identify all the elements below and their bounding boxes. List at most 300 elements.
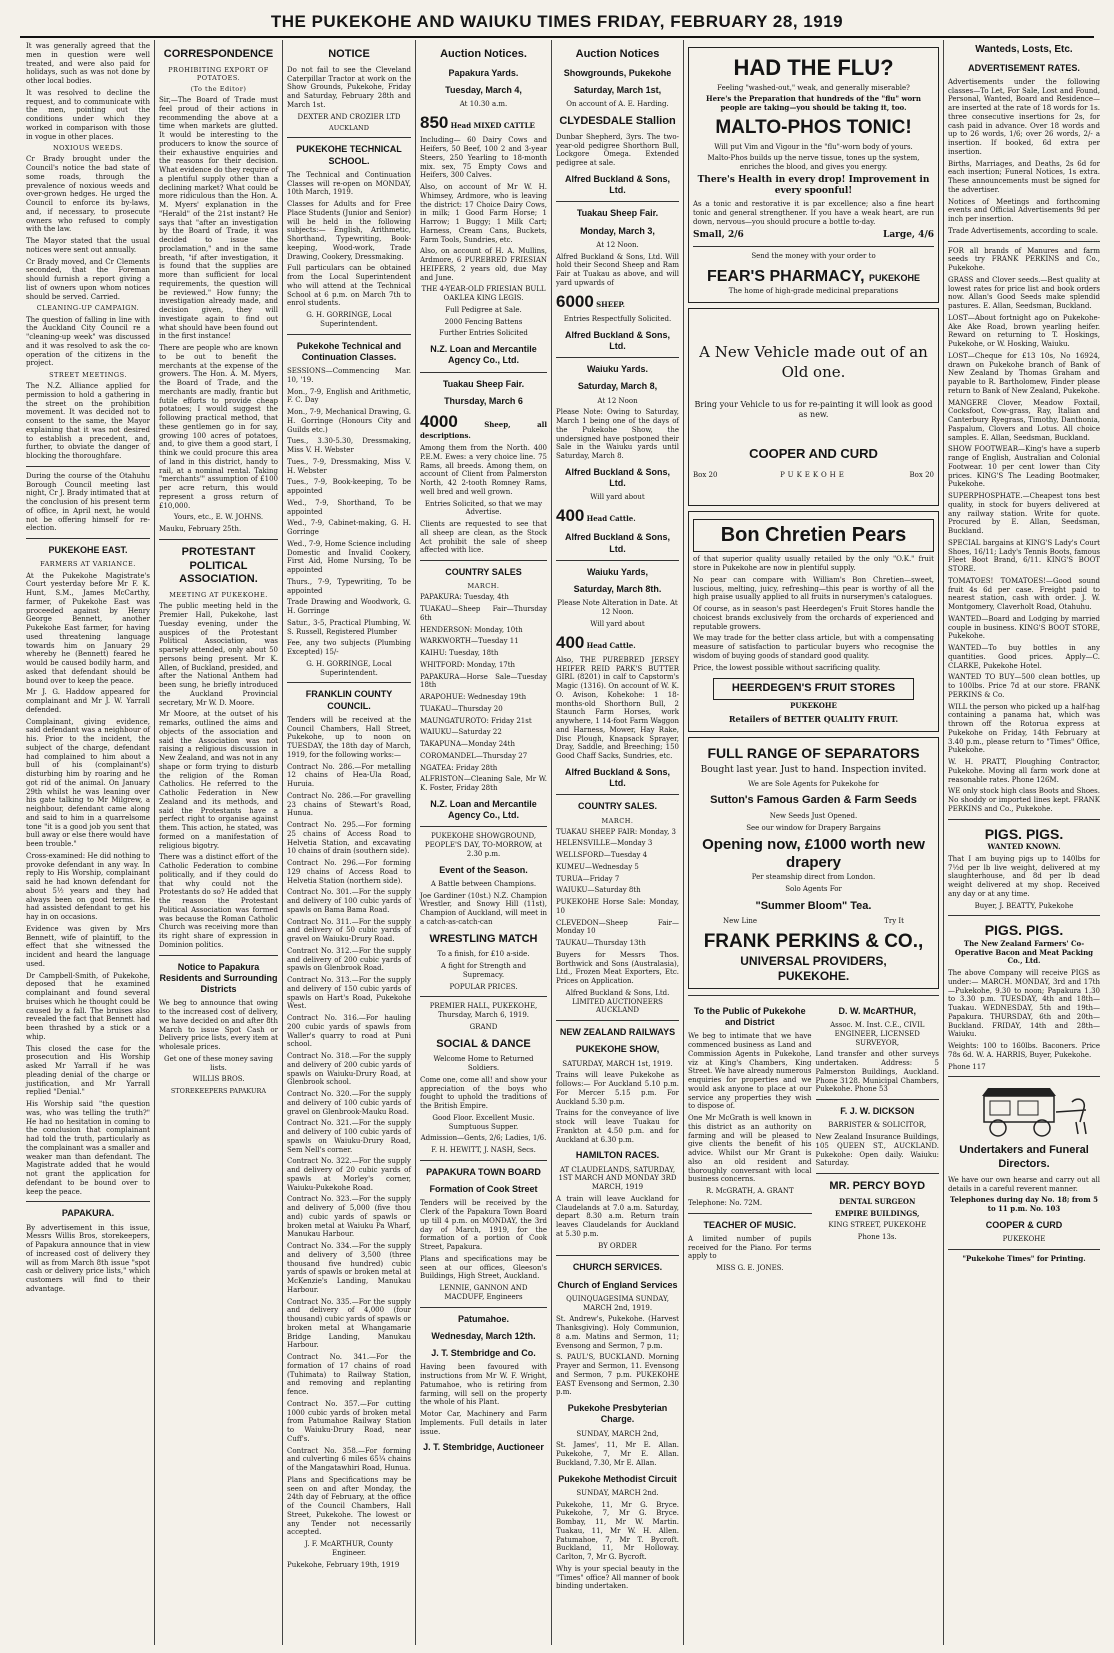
auctioneer-name: Alfred Buckland & Sons, Ltd. <box>564 466 671 488</box>
pigs-company: The New Zealand Farmers' Co-Operative Bacon and Meat Packing Co., Ltd. <box>954 938 1094 966</box>
auctioneer-name: Alfred Buckland & Sons, Ltd. <box>564 532 671 554</box>
masthead-title: THE PUKEKOHE AND WAIUKU TIMES FRIDAY, FEBRUARY 28, 1919 <box>270 12 844 31</box>
divider <box>420 826 547 827</box>
country-sales-list <box>556 828 679 948</box>
sale-head-count: 850 <box>420 113 449 132</box>
article-paragraph: There was a distinct effort of the Catholic Federation to combine politically, and if they could do that why could not the Protestants do so? He added that the reason the Protestant Political Association was formed was because the Roman Catholic Church was receiving more than its right share of expression in Dominion politics. <box>159 853 278 949</box>
contract-item: Contract No. 301.—For the supply and delivery of 100 cubic yards of spawls on Bama Bama Road. <box>287 888 411 914</box>
sale-date: Tuesday, March 4, <box>445 85 522 95</box>
notice-text: Assoc. M. Inst. C.E., CIVIL ENGINEER, LICENSED SURVEYOR, <box>830 1021 925 1047</box>
rates-text: Notices of Meetings and forthcoming events and Official Advertisements 9d per inch per insertion. <box>948 197 1100 223</box>
class-list <box>287 388 411 637</box>
section-heading: CHURCH SERVICES. <box>572 1262 663 1273</box>
notice-text: BARRISTER & SOLICITOR, <box>828 1121 927 1130</box>
article-paragraph: His Worship said "the question was, who was telling the truth?" He had no hesitation in coming to the conclusion that complainant had told the truth, particularly as the complainant was a smaller and weaker man than defendant. The Magistrate added that he would not grant the application for defendant to be bound over to keep the peace. <box>26 1100 150 1196</box>
sale-heading: Waiuku Yards. <box>586 364 649 374</box>
contract-item: Contract No. 312.—For the supply and delivery of 200 cubic yards of spawls on Glenbrook Road. <box>287 946 411 973</box>
notice-heading: NOTICE <box>328 48 370 60</box>
divider <box>556 794 679 795</box>
price-large: Large, 4/6 <box>883 229 934 240</box>
sale-date: Saturday, March 8th. <box>573 584 662 594</box>
sale-time: At 12 Noon. <box>596 240 639 249</box>
notice-heading: PUKEKOHE TECHNICAL SCHOOL. <box>296 144 402 166</box>
undertakers-name: COOPER & CURD <box>985 1219 1063 1230</box>
sale-text: Entries Respectfully Solicited. <box>563 314 672 323</box>
class-item: Tues., 3.30-5.30, Dressmaking, Miss V. H. Webster <box>287 437 411 455</box>
flu-ad-text: Send the money with your order to <box>751 251 876 260</box>
article-paragraph: Mr Moore, at the outset of his remarks, outlined the aims and objects of the association and said the Association was not raising a religious discussion in New Zealand, and was not in any shape or form trying to disturb the religion of the Roman Catholics. He referred to the Catholic Federation in New Zealand and its methods, and said the Protestants have a perfect right to organise against them. This action, he stated, was formed on a manifestation of religious bigotry. <box>159 710 278 850</box>
pharmacy-location: PUKEKOHE <box>869 272 921 283</box>
advertiser-tagline: UNIVERSAL PROVIDERS, <box>740 953 887 968</box>
classified-ad: MANGERE Clover, Meadow Foxtail, Cocksfoot, Cow-grass, Ray, Italian and Canterbury Ryegrass, Timothy, Danthonia, Paspalum, Clovers and Lotus. All choice samples. E. Allan, Seedsman, Buckland. <box>948 398 1100 442</box>
pigs-signature: Buyer, J. BEATTY, Pukekohe <box>974 901 1074 910</box>
sale-head-count: 4000 <box>420 412 458 431</box>
sale-text: On account of A. E. Harding. <box>566 100 669 109</box>
event-text: A fight for Strength and Supremacy. <box>440 962 527 979</box>
pigs-sub: WANTED KNOWN. <box>987 842 1061 851</box>
divider <box>287 682 411 683</box>
divider <box>26 538 150 539</box>
notice-signature-sub: STOREKEEPERS PAPAKURA <box>170 1087 267 1095</box>
auctioneer-name: Alfred Buckland & Sons, Ltd. LIMITED AUCTIONEERS AUCKLAND <box>565 988 670 1015</box>
article-heading: PUKEKOHE EAST. <box>48 545 128 556</box>
divider <box>159 955 278 956</box>
article-paragraph: This closed the case for the prosecution and His Worship asked Mr Yarrall if he was pleading denial of the charge or justification, and Mr Yarrall replied "Denial." <box>26 1044 150 1097</box>
rates-text: Advertisements under the following classes—To Let, For Sale, Lost and Found, Personal, Wanted, Board and Residence—are inserted at the rate of 18 words for 1s. three consecutive insertions for 2s, for cash paid in advance. Over 18 words and up to 26 words, 1/6; over 26 words, 2/- a insertion. If booked, 6d extra per insertion. <box>948 77 1100 156</box>
divider <box>159 539 278 540</box>
notice-subheading: HAMILTON RACES. <box>575 1150 660 1161</box>
article-paragraph: The question of falling in line with the Auckland City Council re a "cleaning-up week" was discussed and it was resolved to ask the co-operation of the citizens in the project. <box>26 315 150 368</box>
sale-head-count: 400 <box>556 632 585 652</box>
flu-ad-text: Will put Vim and Vigour in the "flu"-worn body of yours. <box>714 142 913 151</box>
article-subheading: FARMERS AT VARIANCE. <box>40 560 136 569</box>
church-date: SUNDAY, MARCH 2nd, <box>576 1429 659 1438</box>
country-sale-item: WELLSFORD—Tuesday 4 <box>556 851 648 860</box>
sale-text: Further Entries Solicited <box>439 329 528 338</box>
letter-signature: Yours, etc., E. W. JOHNS. <box>173 513 264 522</box>
event-text: Come one, come all! and show your appreciation of the boys who fought to uphold the traditions of the British Empire. <box>420 1075 547 1111</box>
classified-ad: WANTED TO BUY—500 clean bottles, up to 100lbs. Price 7d at our store. FRANK PERKINS & Co. <box>948 673 1100 699</box>
divider <box>26 1201 150 1202</box>
sale-heading: Tuakau Sheep Fair. <box>442 378 525 389</box>
section-heading: Wanteds, Losts, Etc. <box>975 44 1073 55</box>
class-item: Mon., 7-9, Mechanical Drawing, G. H. Gorringe (Honours City and Guilds etc.) <box>287 408 411 434</box>
notice-text: Tenders will be received by the Clerk of the Papakura Town Board up till 4 p.m. on MONDAY, the 3rd day of March, 1919, for the formation of a portion of Cook Street, Papakura. <box>420 1199 547 1252</box>
notice-signature: G. H. GORRINGE, Local Superintendent. <box>306 659 392 677</box>
divider <box>816 1173 940 1174</box>
article-subheading: (To the Editor) <box>190 85 247 93</box>
article-paragraph: The Mayor stated that the usual notices were sent out annually. <box>26 237 150 254</box>
pharmacy-title: FEAR'S PHARMACY, <box>706 267 865 285</box>
notice-heading: To the Public of Pukekohe and District <box>693 1005 806 1027</box>
contract-item: Contract No. 323.—For the supply and delivery of 5,000 (five thou and) cubic yards of spawls or broken metal at Waiuku Pa Wharf, Manukau Harbour. <box>287 1195 411 1239</box>
box-number: Box 20 <box>693 470 718 479</box>
sale-month: MARCH. <box>601 816 634 825</box>
undertakers-location: PUKEKOHE <box>1002 1235 1046 1243</box>
classified-ad: WANTED—Board and Lodging by married couple in business. KING'S BOOT STORE, Pukekohe. <box>948 614 1100 641</box>
event-heading: SOCIAL & DANCE <box>436 1037 531 1050</box>
divider <box>287 334 411 335</box>
notice-signature: J. F. McARTHUR, County Engineer. <box>305 1540 393 1557</box>
country-sale-item: PAPAKURA: Tuesday, 4th <box>420 593 509 602</box>
flu-advertisement <box>688 47 939 303</box>
notice-text: We beg to intimate that we have commenced business as Land and Commission Agents in Pukekohe, viz at King's Chambers, King Street. We have already numerous enquiries for properties and we would ask anyone to place at our service any properties they wish to dispose of. <box>688 1032 812 1111</box>
sale-text: 2000 Fencing Battens <box>444 317 523 326</box>
article-paragraph: The N.Z. Alliance applied for permission to hold a gathering in the street on the prohibition movement. It was decided not to consent to the same, the Mayor explaining that it was not desired to establish a precedent, and, further, to obviate the danger of blocking the thoroughfare. <box>26 382 150 461</box>
notice-text: Plans and Specifications may be seen on and after Monday, the 24th day of February, at the office of the Council Chambers, Hall Street, Pukekohe. The lowest or any Tender not necessarily accepted. <box>287 1475 411 1537</box>
store-name: HEERDEGEN'S FRUIT STORES <box>713 678 914 700</box>
section-heading: Auction Notices. <box>440 48 527 60</box>
rates-text: Trade Advertisements, according to scale. <box>948 226 1099 235</box>
notice-text: We beg to announce that owing to the increased cost of delivery, we have decided on and after 8th March to issue Spot Cash or Delivery price lists, every item at wholesale prices. <box>159 999 278 1051</box>
article-subheading: MEETING AT PUKEKOHE. <box>169 591 268 600</box>
divider <box>26 466 150 467</box>
country-sale-item: HELENSVILLE—Monday 3 <box>556 839 653 848</box>
event-text: PREMIER HALL, PUKEKOHE, Thursday, March 6, 1919. <box>429 1002 538 1020</box>
flu-ad-text: Malto-Phos builds up the nerve tissue, tones up the system, enriches the blood, and gives you energy. <box>707 154 920 171</box>
sale-text: Please Note Alteration in Date. At 12 Noon. <box>557 599 678 616</box>
auctioneer-name: Alfred Buckland & Sons, Ltd. <box>564 173 671 195</box>
sale-text: Will yard about <box>590 493 645 502</box>
drapery-intro: See our window for Drapery Bargains <box>746 823 881 832</box>
pigs-phone: Phone 117 <box>948 1062 986 1071</box>
flu-ad-text: As a tonic and restorative it is par excellence; also a fine heart tonic and general strengthener. If you have a weak heart, are run down, nervous—you should procure a bottle to-day. <box>693 200 934 226</box>
price-small: Small, 2/6 <box>693 229 744 240</box>
advertiser-location: PUKEKOHE. <box>777 968 850 983</box>
contract-item: Contract No. 286.—For gravelling 23 chains of Stewart's Road, Hunua. <box>287 791 411 818</box>
notice-text: SATURDAY, MARCH 1st, 1919. <box>562 1059 673 1068</box>
sale-date: Thursday, March 6 <box>444 395 523 406</box>
article-paragraph: Mr J. G. Haddow appeared for complainant and Mr J. W. Yarrall defended. <box>26 688 150 714</box>
sale-time: At 12 Noon <box>597 396 638 405</box>
class-item: Trade Drawing and Woodwork, G. H. Gorringe <box>287 598 411 616</box>
divider <box>948 915 1100 916</box>
notice-text: AT CLAUDELANDS, SATURDAY, 1ST MARCH AND MONDAY 3RD MARCH, 1919 <box>558 1165 677 1192</box>
country-sale-item: TAKAPUNA—Monday 24th <box>420 740 515 749</box>
divider <box>816 1099 940 1100</box>
notice-text: SESSIONS—Commencing Mar. 10, '19. <box>287 367 411 384</box>
notices-right <box>816 1000 940 1276</box>
advertiser-footer <box>693 471 934 480</box>
notice-heading: D. W. McARTHUR, <box>838 1005 916 1016</box>
classified-ad: GRASS and Clover seeds.—Best quality at lowest rates for price list and book orders now. Allan's Good Seeds make splendid pastures. E. Allan, Seedsman, Buckland. <box>948 275 1100 310</box>
frank-perkins-advertisement <box>688 737 939 989</box>
sale-head-count: 400 <box>556 506 585 525</box>
sale-head-label: Head MIXED CATTLE <box>450 121 535 130</box>
article-paragraph: The public meeting held in the Premier Hall, Pukekohe, last Tuesday evening, under the auspices of the Protestant Political Association, was sparsely attended, only about 50 persons being present. Mr K. Allen, of Buckland, presided, and after the National Anthem had been sung, he briefly introduced the Auckland Provincial secretary, Mr W. D. Moore. <box>159 602 278 707</box>
divider <box>948 819 1100 820</box>
sale-text: Please Note: Owing to Saturday, March 1 being one of the days of the Pukekohe Show, the undersigned have postponed their Sale in the Waiuku yards until Saturday, March 8. <box>556 408 679 460</box>
country-sale-item: TUAKAU SHEEP FAIR: Monday, 3 <box>556 827 676 836</box>
class-item: Satur., 3-5, Practical Plumbing, W. S. Russell, Registered Plumber <box>287 618 411 636</box>
undertakers-heading: Undertakers and Funeral Directors. <box>959 1144 1089 1170</box>
column-6 <box>684 40 944 1645</box>
country-sale-item: TUAKAU—Sheep Fair—Thursday 6th <box>420 605 547 622</box>
class-item: Mon., 7-9, English and Arithmetic, F. C. Day <box>287 387 411 405</box>
country-sale-item: WARKWORTH—Tuesday 11 <box>420 637 519 646</box>
pears-ad-text: We may trade for the better class article, but with a compensating measure of satisfaction to particular buyers who recognise the wisdom of buying goods of standard good quality. <box>693 634 934 660</box>
section-heading: CORRESPONDENCE <box>163 48 274 60</box>
sale-item-heading: CLYDESDALE Stallion <box>559 115 676 127</box>
church-text: S. PAUL'S, BUCKLAND. Morning Prayer and Sermon, 11. Evensong and Sermon, 7 p.m. PUKEKOHE EAST Evensong and Sermon, 2.30 p.m. <box>556 1353 679 1397</box>
classified-ad: WE only stock high class Boots and Shoes. No shoddy or imported lines kept. FRANK PERKINS and Co., Pukekohe. <box>948 787 1100 813</box>
sale-heading: Showgrounds, Pukekohe <box>563 67 672 78</box>
sale-head-count: 6000 <box>556 291 594 311</box>
event-text: A Battle between Champions. <box>430 879 537 888</box>
country-sale-item: TUAKAU—Thursday 20 <box>420 704 503 713</box>
notice-signature: LENNIE, GANNON AND MACDUFF, Engineers <box>439 1284 528 1301</box>
event-heading: Event of the Season. <box>439 864 528 875</box>
contract-item: Contract No. 311.—For the supply and delivery of 50 cubic yards of gravel on Waiuku-Drury Road. <box>287 917 411 944</box>
auctioneer-name: J. T. Stembridge, Auctioneer <box>423 1442 544 1453</box>
sale-head-label: Sheep, all descriptions. <box>420 420 547 441</box>
hearse-illustration <box>954 1082 1094 1138</box>
contract-item: Contract No. 321.—For the supply and delivery of 100 cubic yards of spawls on Waiuku-Drury Road, Sem Nell's corner. <box>287 1119 411 1154</box>
vehicle-ad-text: Bring your Vehicle to us for re-painting it will look as good as new. <box>694 400 933 420</box>
pears-ad-text: No pear can compare with William's Bon Chretien—sweet, luscious, melting, juicy, refreshing—this pear is worthy of all the high praise usually applied to all fruits in nurserymen's catalogues. <box>693 575 934 602</box>
event-text: GRAND <box>469 1022 498 1031</box>
sale-heading: Patumahoe. <box>457 1313 509 1324</box>
contract-item: Contract No. 296.—For forming 129 chains of Access Road to Helvetia Station (northern side). <box>287 859 411 885</box>
subheading: NOXIOUS WEEDS. <box>52 144 124 153</box>
sale-text: THE 4-YEAR-OLD FRIESIAN BULL OAKLEA KING LEGIS. <box>421 285 546 302</box>
letter-paragraph: There are people who are known to be out to benefit the merchants at the expense of the growers. The Hon. A. M. Myers, the Board of Trade, and the merchants are madly, frantic but futile efforts to provide cheap potatoes; I would suggest the following practical method, that these gentlemen go in for say, growing 100 acres of potatoes, and, to give them a good start, I think we could procure this area of land in this district, handy to rail, at a nominal rental. Taking "merchants'" assumption of £100 per acre return, this would represent a gross return of £10,000. <box>159 344 278 510</box>
pharmacy-name <box>693 267 934 287</box>
country-sale-item: HENDERSON: Monday, 10th <box>420 625 523 634</box>
divider <box>420 1307 547 1308</box>
divider <box>693 246 934 247</box>
notice-signature: MISS G. E. JONES. <box>715 1264 784 1272</box>
auctioneer-name: Alfred Buckland & Sons, Ltd. <box>564 329 671 351</box>
article-paragraph: Cr Brady moved, and Cr Clements seconded, that the Foreman should furnish a report giving a list of owners upon whom notices should be served. Carried. <box>26 257 150 301</box>
notice-text: Do not fail to see the Cleveland Caterpillar Tractor at work on the Show Grounds, Pukekohe, Friday and Saturday, February 28th and March 1st. <box>287 65 411 109</box>
store-tagline: Retailers of BETTER QUALITY FRUIT. <box>728 713 899 724</box>
pears-ad-text: Of course, as in season's past Heerdegen's Fruit Stores handle the choicest brands exclusively from the orchards of experienced and reputable growers. <box>693 605 934 631</box>
sale-text: Also, on account of Mr W. H. Whimsey, Ardmore, who is leaving the district: 17 Choice Dairy Cows, in milk; 1 Good Farm Horse; 1 Harrow; 1 Buggy; 1 Milk Cart; Harness, Cream Cans, Buckets, Farm Tools, Sundries, etc. <box>420 183 547 244</box>
notice-text: The Technical and Continuation Classes will re-open on MONDAY, 10th March, 1919. <box>287 170 411 197</box>
article-paragraph: Evidence was given by Mrs Bennett, wife of plaintiff, to the effect that she witnessed the incident and heard the language used. <box>26 924 150 968</box>
notice-signature: BY ORDER <box>598 1241 637 1250</box>
contract-item: Contract No. 334.—For the supply and delivery of 3,500 (three thousand five hundred) cubic yards of spawls or broken metal at McKenzie's Landing, Manukau Harbour. <box>287 1242 411 1294</box>
flu-ad-text: Feeling "washed-out," weak, and generally miserable? <box>717 83 910 92</box>
contract-item: Contract No. 313.—For the supply and delivery of 150 cubic yards of spawls on Hart's Road, Pukekohe West. <box>287 976 411 1011</box>
auctioneer-name: Alfred Buckland & Sons, Ltd. <box>564 766 671 788</box>
vehicle-advertisement <box>688 308 939 506</box>
country-sale-item: WHITFORD: Monday, 17th <box>420 660 516 669</box>
event-text: Joe Gardiner (10st.) N.Z. Champion Wrestler, and Snowy Hill (11st), Champion of Auckland, will meet in a catch-as-catch-can <box>420 891 547 926</box>
church-date: QUINQUAGESIMA SUNDAY, MARCH 2nd, 1919. <box>566 1294 669 1312</box>
notice-subheading: Formation of Cook Street <box>429 1184 538 1195</box>
class-item: Wed., 7-9, Home Science including Domestic and Invalid Cookery, First Aid, Home Nursing, To be appointed <box>287 539 411 575</box>
article-paragraph: At the Pukekohe Magistrate's Court yesterday before Mr F. K. Hunt, S.M., James McCarthy, farmer, of Pukekohe East was proceeded against by Henry George Bennett, another Pukekohe East farmer, for having used threatening language towards him on January 29 whereby he (Bennett) feared he would be caused bodily harm, and asked that defendant should be bound over to keep the peace. <box>26 571 150 685</box>
sale-text: Will yard about <box>590 619 645 628</box>
church-heading: Pukekohe Presbyterian Charge. <box>567 1403 668 1425</box>
event-text: PUKEKOHE SHOWGROUND, PEOPLE'S DAY, TO-MORROW, at 2.30 p.m. <box>424 832 543 858</box>
tea-sub: Try It <box>884 917 904 926</box>
notice-heading: FRANKLIN COUNTY COUNCIL. <box>305 689 393 711</box>
letter-date: Mauku, February 25th. <box>159 525 242 534</box>
class-item: Tues., 7-9, Book-keeping, To be appointed <box>287 478 411 496</box>
sale-text: Alfred Buckland & Sons, Ltd. Will hold their Second Sheep and Ram Fair at Tuakau as above, and will yard upwards of <box>556 252 679 287</box>
notice-heading: NEW ZEALAND RAILWAYS <box>559 1027 676 1038</box>
church-date: SUNDAY, MARCH 2nd. <box>576 1488 659 1497</box>
flu-ad-text: Here's the Preparation that hundreds of the "flu" worn people are taking—you should be taking it, too. <box>706 94 921 112</box>
contract-item: Contract No. 295.—For forming 25 chains of Access Road to Helvetia Station, and excavating 10 chains of drain (southern side). <box>287 821 411 856</box>
contract-item: Contract No. 316.—For hauling 200 cubic yards of spawls from Waller's quarry to road at Puni school. <box>287 1014 411 1049</box>
classified-ad: LOST—About fortnight ago on Pukekohe-Ake Ake Road, brown yearling heifer. Reward on returning to T. Hoskings, Pukekohe, or W. Hosking, Waiuku. <box>948 313 1100 348</box>
notice-heading: Notice to Papakura Residents and Surrounding Districts <box>159 961 278 994</box>
sale-head-label: Head Cattle. <box>586 640 636 650</box>
divider <box>420 372 547 373</box>
notice-signature: WILLIS BROS. <box>192 1075 245 1084</box>
seeds-heading: Sutton's Famous Garden & Farm Seeds <box>710 794 917 807</box>
notice-text: A limited number of pupils received for the Piano. For terms apply to <box>688 1234 812 1261</box>
divider <box>688 1213 812 1214</box>
pears-ad-text: Price, the lowest possible without sacrificing quality. <box>693 663 881 672</box>
event-text: Admission—Gents, 2/6; Ladies, 1/6. <box>420 1134 547 1143</box>
notice-text: New Zealand Insurance Buildings, 105 QUEEN ST., AUCKLAND. Pukekohe: Open daily. Waiuku: Saturday. <box>815 1133 939 1168</box>
event-text: POPULAR PRICES. <box>449 982 518 991</box>
classified-ad: SPECIAL bargains at KING'S Lady's Court Shoes, 16/11; Lady's Tennis Boots, famous Fleet Boot Brand, 6/11. KING'S BOOT STORE. <box>948 538 1100 573</box>
country-sale-item: TURUA—Friday 7 <box>556 874 620 883</box>
notice-heading: Pukekohe Technical and Continuation Classes. <box>296 340 402 362</box>
notice-text: EMPIRE BUILDINGS, <box>835 1208 920 1218</box>
printing-ad: "Pukekohe Times" for Printing. <box>962 1253 1086 1263</box>
article-paragraph: During the course of the Otahuhu Borough Council meeting last night, Cr J. Brady intimated that at the conclusion of his present term of office, in April next, he would not be offering himself for re-election. <box>26 471 150 533</box>
notice-text: Plans and specifications may be seen at our offices, Gleeson's Buildings, High Street, Auckland. <box>420 1254 547 1281</box>
divider <box>556 1020 679 1021</box>
article-heading: PAPAKURA. <box>61 1208 115 1219</box>
sale-head-label: SHEEP. <box>596 299 625 309</box>
notice-date: Pukekohe, February 19th, 1919 <box>287 1560 400 1569</box>
advertiser-name: FRANK PERKINS & CO., <box>703 931 924 952</box>
pigs-signature: Weights: 100 to 160lbs. Baconers. Price 78s 6d. W. A. HARRIS, Buyer, Pukekohe. <box>948 1042 1100 1059</box>
notice-heading: MR. PERCY BOYD <box>829 1180 926 1192</box>
notice-heading: TEACHER OF MUSIC. <box>703 1219 796 1230</box>
column-3 <box>283 40 416 1645</box>
article-paragraph: It was generally agreed that the men in question were well treated, and were also paid for holidays, such as was not done by other local bodies. <box>26 42 150 85</box>
advertiser-name: COOPER AND CURD <box>749 446 878 462</box>
country-sale-item: TAUKAU—Thursday 13th <box>556 939 646 948</box>
sale-heading: Waiuku Yards, <box>586 566 649 577</box>
undertakers-phone: Telephones during day No. 18; from 5 to 11 p.m. No. 103 <box>950 1195 1098 1213</box>
church-text: Why is your special beauty in the "Times" office? All manner of book binding undertaken. <box>556 1564 679 1591</box>
price-row <box>693 230 934 241</box>
country-sale-item: WAIUKU—Saturday 22 <box>420 728 502 737</box>
divider <box>556 357 679 358</box>
article-subheading: PROHIBITING EXPORT OF POTATOES. <box>168 65 269 82</box>
notice-text: Trains for the conveyance of live stock will leave Tuakau for Frankton at 4.50 p.m. and for Auckland at 6.30 p.m. <box>556 1109 679 1144</box>
separators-heading: FULL RANGE OF SEPARATORS <box>707 744 920 761</box>
notice-text: Trains will leave Pukekohe as follows:— For Auckland 5.10 p.m. For Mercer 5.15 p.m. For Auckland 5.30 p.m. <box>556 1071 679 1106</box>
contract-item: Contract No. 341.—For the formation of 17 chains of road (Tuhimata) to Railway Station, and removing and replanting fence. <box>287 1353 411 1397</box>
product-name: MALTO-PHOS TONIC! <box>715 116 912 138</box>
divider <box>948 241 1100 242</box>
classified-ad: W. H. PRATT, Ploughing Contractor, Pukekohe. Moving all farm work done at reasonable rates. Phone 126M. <box>948 758 1100 784</box>
sale-date: Wednesday, March 12th. <box>431 1330 536 1341</box>
sale-date: Saturday, March 8, <box>577 381 658 392</box>
contract-item: Contract No. 286.—For metalling 12 chains of Hea-Ula Road, Huruia. <box>287 762 411 789</box>
church-text: St. Andrew's, Pukekohe. (Harvest Thanksgiving). Holy Communion, 8 a.m. Matins and Sermon, 11; Evensong and Sermon, 7 p.m. <box>556 1315 679 1350</box>
contract-item: Contract No. 320.—For the supply and delivery of 100 cubic yards of gravel on Glenbrook-Mauku Road. <box>287 1090 411 1116</box>
auctioneer-name: N.Z. Loan and Mercantile Agency Co., Ltd. <box>430 798 537 821</box>
event-text: To a finish, for £10 a-side. <box>437 950 530 959</box>
column-2 <box>155 40 283 1645</box>
rates-text: Births, Marriages, and Deaths, 2s 6d for each insertion; Funeral Notices, 1s extra. These announcements must be signed for the advertiser. <box>948 159 1100 194</box>
country-sale-item: KUMEU—Wednesday 5 <box>556 862 639 871</box>
sale-text: Clients are requested to see that all sheep are clean, as the Stock Act prohibit the sale of sheep affected with lice. <box>420 520 547 555</box>
classified-ad: TOMATOES! TOMATOES!—Good sound fruit 4s 6d per case. Freight paid to nearest station, cash with order. J. W. Montgomery, Claverholt Road, Otahuhu. <box>948 576 1100 611</box>
sale-text: Entries Solicited, so that we may Advertise. <box>424 499 543 517</box>
divider <box>287 137 411 138</box>
sale-text: Including— 60 Dairy Cows and Heifers, 50 Beef, 100 2 and 3-year Steers, 250 Yearling to 18-month mix. sex, 75 Empty Cows and Heifers, 300 Calves. <box>420 136 547 180</box>
tea-intro: Solo Agents For <box>785 884 842 893</box>
classified-ad: WILL the person who picked up a half-hag containing a panama hat, which was thrown off the Rotorua express at Pukekohe on Friday, 14th February at 3.40 p.m., please return to "Times" Office, Pukekohe. <box>948 702 1100 755</box>
notice-subheading: PUKEKOHE SHOW, <box>575 1044 660 1055</box>
divider <box>556 201 679 202</box>
drapery-heading: Opening now, £1000 worth new drapery <box>702 835 925 872</box>
sale-time: At 10.30 a.m. <box>459 100 508 109</box>
article-paragraph: Dr Campbell-Smith, of Pukekohe, deposed that he examined complainant and found several bruises which he thought could be caused by a fall. The bruises also revealed the fact that Bennett had been thrashed by a stick or a whip. <box>26 971 150 1041</box>
notice-text: Full particulars can be obtained from the Local Superintendent who will attend at the Technical School at 6 p.m. on March 7th to enrol students. <box>287 264 411 308</box>
flu-ad-title: HAD THE FLU? <box>733 55 894 80</box>
separators-text: Bought last year. Just to hand. Inspection invited. <box>700 765 927 776</box>
notice-text: Fee, any two subjects (Plumbing Excepted) 15/- <box>287 639 411 657</box>
sale-date: Monday, March 3, <box>580 225 655 236</box>
notice-text: Telephone: No. 72M. <box>688 1198 763 1207</box>
classified-ad: SHOW FOOTWEAR—King's have a superb range of English, Australian and Colonial Footwear. 10 per cent lower than City prices. KING'S The Leading Bootmaker, Pukekohe. <box>948 445 1100 489</box>
sale-month: MARCH. <box>467 582 500 591</box>
article-heading: PROTESTANT POLITICAL ASSOCIATION. <box>179 545 258 586</box>
letter-paragraph: Sir,—The Board of Trade must feel proud of their actions in recommending the above at a time when markets are glutted. It would be interesting to the producers to know the source of their exhaustive enquiries and the reasons for their decision. What evidence do they require of a plentiful supply other than a declining market? What could be more ridiculous than the Hon. A. M. Myers' explanation in the "Herald" of the 21st instant? He says that "after an investigation by the Board of Trade, it was decided to issue the proclamation," and in the same breath, "if after investigation, it is found that the supplies are more than sufficient for local requirements, the question will be reviewed." How funny; the investigation already made, and decision given, they will investigate again to find out what should have been found out in the first instance! <box>159 96 278 341</box>
country-sale-item: WAIUKU—Saturday 8th <box>556 886 641 895</box>
country-sale-item: PUKEKOHE Horse Sale: Monday, 10 <box>556 898 679 915</box>
auctioneer-name: J. T. Stembridge and Co. <box>431 1348 536 1359</box>
contract-item: Contract No. 358.—For forming and culverting 6 miles 65¼ chains of the Mangatawhiri Road, Hunua. <box>287 1446 411 1473</box>
pears-advertisement <box>688 511 939 732</box>
class-item: Tues., 7-9, Dressmaking, Miss V. H. Webster <box>287 457 411 475</box>
pigs-text: The above Company will receive PIGS as under:— MARCH. MONDAY, 3rd and 17th—Pukekohe, 9.30 to noon; Papakura 1.30 to 3.30 p.m. TUESDAY, 4th and 18th—Tuakau. WEDNESDAY, 5th and 19th—Papakura. THURSDAY, 6th and 20th—Buckland. FRIDAY, 14th and 28th—Waiuku. <box>948 969 1100 1039</box>
drapery-sub: Per steamship direct from London. <box>751 873 876 881</box>
notice-signature: G. H. GORRINGE, Local Superintendent. <box>306 311 392 328</box>
pears-ad-title: Bon Chretien Pears <box>693 519 934 552</box>
contract-item: Contract No. 357.—For cutting 1000 cubic yards of broken metal from Patumahoe Railway Station to Waiuku-Drury Road, near Cuff's. <box>287 1399 411 1443</box>
contract-item: Contract No. 318.—For the supply and delivery of 200 cubic yards of spawls on Waiuku-Drury Road, at Glenbrook school. <box>287 1052 411 1087</box>
column-5 <box>552 40 684 1645</box>
masthead <box>20 6 1094 38</box>
church-heading: Pukekohe Methodist Circuit <box>558 1473 677 1484</box>
pigs-heading: PIGS. PIGS. <box>984 825 1064 842</box>
vehicle-ad-title: A New Vehicle made out of an Old one. <box>699 343 928 381</box>
column-4 <box>416 40 552 1645</box>
country-sale-item: CLEVEDON—Sheep Fair—Monday 10 <box>556 918 679 936</box>
divider <box>420 560 547 561</box>
sale-text: Also, on account of H. A. Mullins, Ardmore, 6 PUREBRED FRIESIAN HEIFERS, 2 years old, due May and June. <box>420 247 547 282</box>
sale-heading: COUNTRY SALES. <box>577 801 657 812</box>
event-heading: WRESTLING MATCH <box>429 932 538 945</box>
notice-text: KING STREET, PUKEKOHE <box>828 1221 927 1230</box>
column-7 <box>944 40 1104 1645</box>
advertiser-location: PUKEKOHE <box>780 470 847 479</box>
article-paragraph: Complainant, giving evidence, said defendant was a neighbour of his. Prior to the incident, the subject of the charge, defendant had complained to him about a bull of his (complainant's) disturbing him by roaring and he got rid of the animal. On January 29th whilst he was leaning over his gate talking to Mr Milgrew, a neighbour, defendant came along and said to him in a quarrelsome tone "it is a good job you sent that bull away or else there would have been trouble." <box>26 717 150 848</box>
sale-text: Among them from the North. 400 P.E.M. Ewes: a very choice line. 75 Rams, all breeds. Among them, on account of Client from Palmerston North, 42 2-tooth Romney Rams, well bred and well grown. <box>420 444 547 496</box>
subheading: CLEANING-UP CAMPAIGN. <box>36 304 140 313</box>
classified-ad: FOR all brands of Manures and farm seeds try FRANK PERKINS and Co., Pukekohe. <box>948 246 1100 272</box>
box-number: Box 20 <box>909 470 934 479</box>
classified-ad: LOST—Cheque for £13 10s, No 16924, drawn on Pukekohe branch of Bank of New Zealand by Thomas Graham and payable to R. Bartholomew, Finder please return to Bank of New Zealand, Pukekohe. <box>948 351 1100 395</box>
classified-ad: SUPERPHOSPHATE.—Cheapest tons best quality, in stock for buyers delivered at any railway station. Write for quote. Procured by E. Allan, Seedsman, Buckland. <box>948 492 1100 535</box>
pharmacy-tagline: The home of high-grade medicinal preparations <box>728 286 899 295</box>
